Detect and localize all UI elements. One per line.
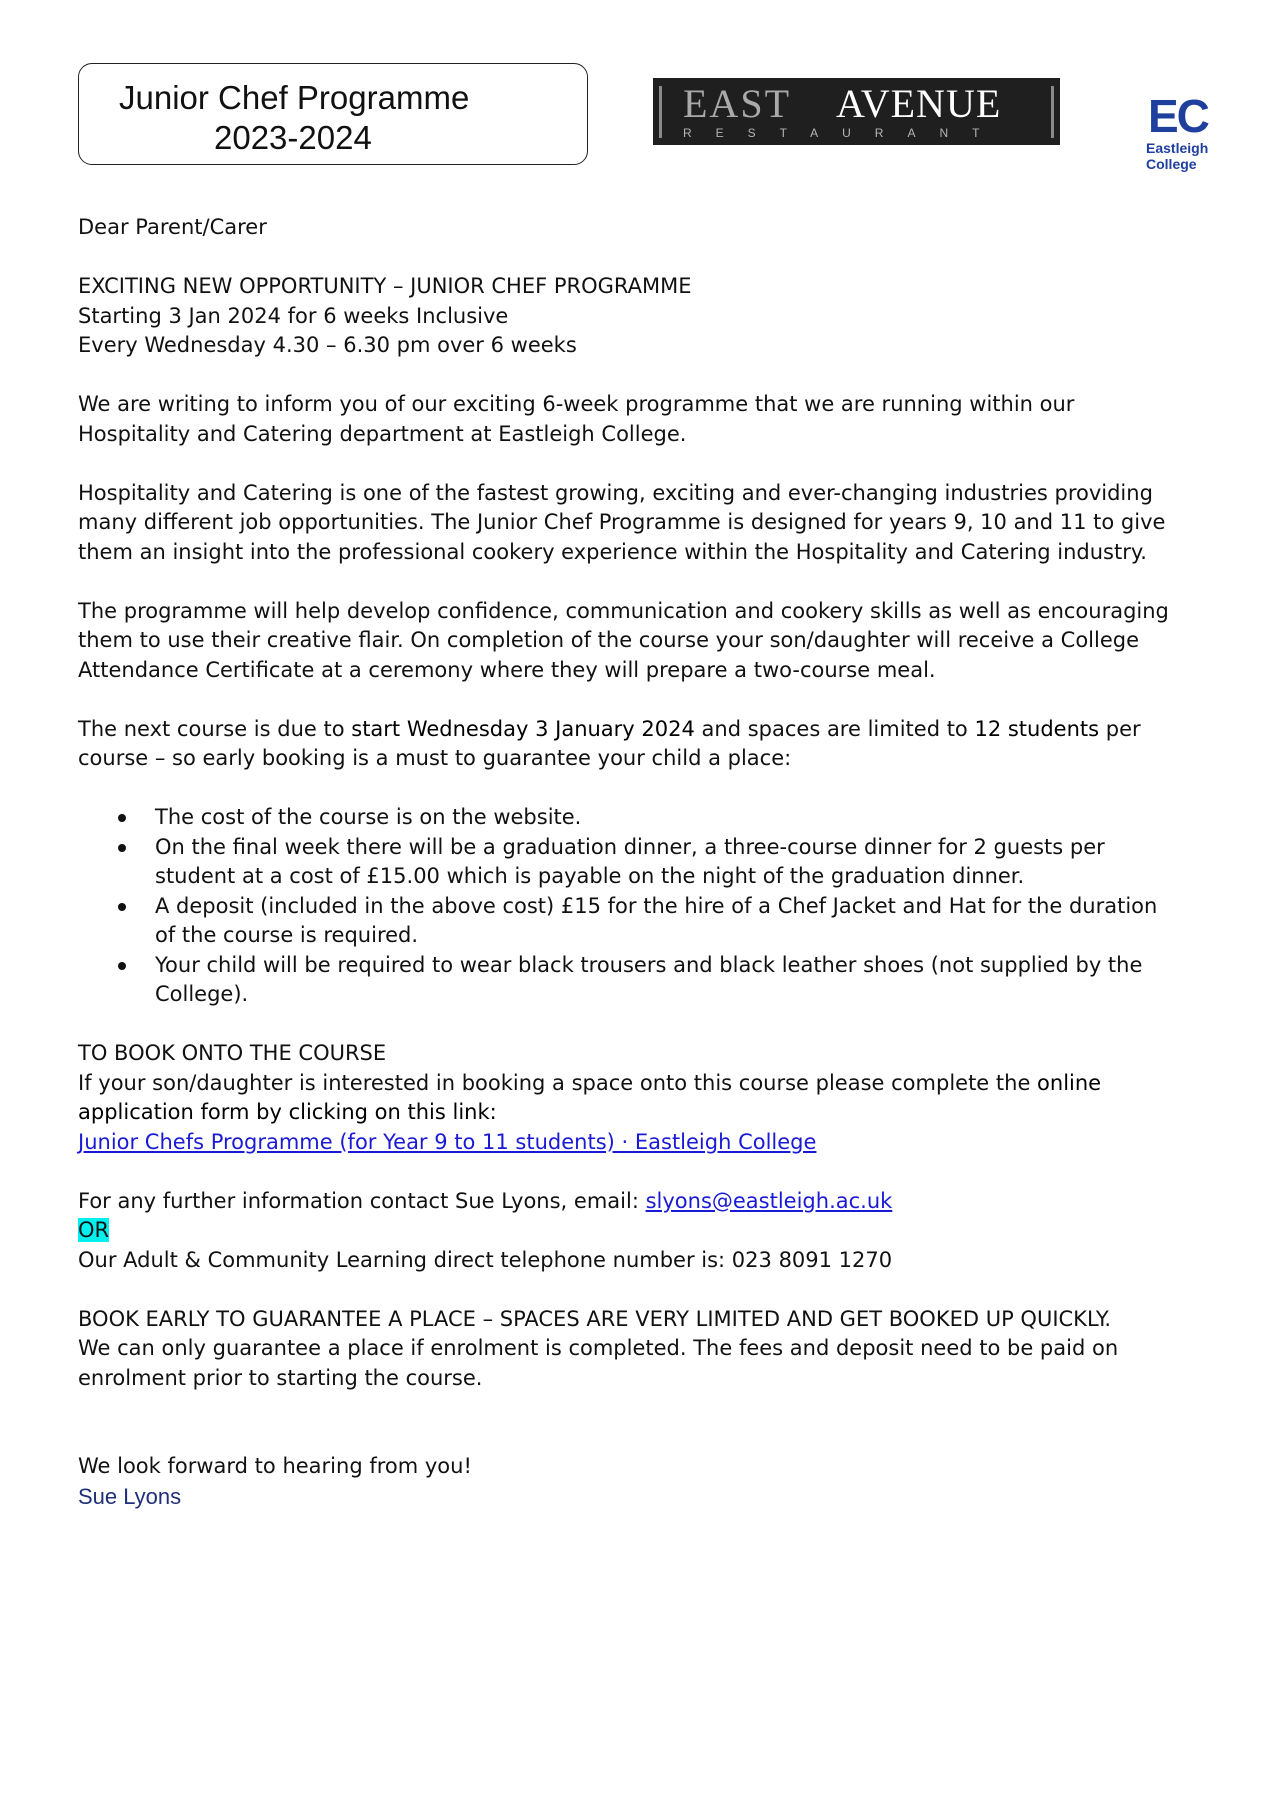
paragraph-line xyxy=(78,1069,1218,1099)
start-date: start Wednesday 3 January 2024 xyxy=(351,716,695,741)
notice-heading: BOOK EARLY TO GUARANTEE A PLACE – SPACES ARE VERY LIMITED AND GET BOOKED UP QUICKLY. xyxy=(78,1306,1112,1331)
ec-logo-mark: EC xyxy=(1148,90,1208,142)
letter-body xyxy=(78,213,1218,1541)
text-run: If your son/daughter is interested in booking a space onto this course please complete the xyxy=(78,1070,1038,1095)
paragraph-line: We are writing to inform you of our exciting 6-week programme that we are running within our xyxy=(78,392,1075,416)
or-highlight: OR xyxy=(78,1218,110,1242)
salutation: Dear Parent/Carer xyxy=(78,215,267,239)
bullet-icon xyxy=(118,844,126,852)
paragraph-line: them an insight into the professional cookery experience within the Hospitality and Catering industry. xyxy=(78,539,1147,564)
list-item-text: College). xyxy=(155,982,249,1006)
signoff: We look forward to hearing from you! xyxy=(78,1454,472,1478)
student-limit: 12 students xyxy=(974,716,1100,741)
college-name-line2: College xyxy=(1146,156,1197,172)
paragraph-line: The programme will help develop confidence, communication and cookery skills as well as encouraging xyxy=(78,598,1169,623)
phone-line: Our Adult & Community Learning direct telephone number is: 023 8091 1270 xyxy=(78,1247,893,1272)
programme-title: Junior Chef Programme xyxy=(119,79,470,116)
bullet-icon xyxy=(118,814,126,822)
booking-section xyxy=(78,1039,1218,1157)
paragraph-line: enrolment prior to starting the course. xyxy=(78,1365,483,1390)
paragraph-line: Hospitality and Catering is one of the fastest growing, exciting and ever-changing industries providing xyxy=(78,480,1153,505)
text-run: For any further information contact Sue Lyons, email: xyxy=(78,1188,646,1213)
paragraph-line: application form by clicking on this link: xyxy=(78,1100,497,1124)
list-item-text: On the final week there will be a graduation dinner, a three-course dinner for 2 guests per xyxy=(155,834,1105,859)
list-item xyxy=(78,951,1218,1010)
programme-title-box xyxy=(78,63,588,165)
logo-divider xyxy=(1051,86,1054,138)
bullet-icon xyxy=(118,962,126,970)
logo-divider xyxy=(659,86,662,138)
heading-line: Starting 3 Jan 2024 for 6 weeks Inclusive xyxy=(78,303,509,328)
application-form-link[interactable]: Junior Chefs Programme (for Year 9 to 11 students) · Eastleigh College xyxy=(78,1129,817,1154)
programme-year: 2023-2024 xyxy=(214,119,372,156)
skills-paragraph xyxy=(78,597,1218,686)
paragraph-line xyxy=(78,715,1218,745)
paragraph-line: them to use their creative flair. On completion of the course your son/daughter will receive a College xyxy=(78,628,1140,652)
text-run: online xyxy=(1037,1070,1102,1095)
logo-word-east: EAST xyxy=(683,81,791,126)
booking-heading: TO BOOK ONTO THE COURSE xyxy=(78,1041,387,1065)
paragraph-line: Hospitality and Catering department at Eastleigh College. xyxy=(78,421,687,446)
eastleigh-college-logo xyxy=(1146,90,1226,173)
paragraph-line: course – so early booking is a must to guarantee your child a place: xyxy=(78,746,792,770)
logo-word-restaurant: RESTAURANT xyxy=(683,126,1004,140)
course-details-list xyxy=(78,803,1218,1010)
college-name-line1: Eastleigh xyxy=(1146,140,1209,156)
programme-heading xyxy=(78,272,1218,361)
text-run: and spaces are limited to xyxy=(694,716,975,741)
email-link[interactable]: slyons@eastleigh.ac.uk xyxy=(645,1188,893,1213)
bullet-icon xyxy=(118,903,126,911)
industry-paragraph xyxy=(78,479,1218,568)
list-item xyxy=(78,803,1218,833)
signature: Sue Lyons xyxy=(78,1483,182,1509)
paragraph-line xyxy=(78,1187,1218,1217)
college-name xyxy=(1146,140,1236,172)
paragraph-line xyxy=(78,1216,1218,1246)
list-item-text: The cost of the course is on the website. xyxy=(155,805,582,829)
closing-notice xyxy=(78,1305,1218,1394)
spacer xyxy=(78,1423,1218,1453)
text-run: per xyxy=(1099,716,1141,741)
list-item xyxy=(78,892,1218,951)
list-item xyxy=(78,833,1218,892)
east-avenue-restaurant-logo xyxy=(653,78,1060,145)
list-item-text: Your child will be required to wear black trousers and black leather shoes (not supplied by the xyxy=(155,952,1143,977)
heading-line: Every Wednesday 4.30 – 6.30 pm over 6 weeks xyxy=(78,333,577,357)
intro-paragraph xyxy=(78,390,1218,449)
signoff-block xyxy=(78,1452,1218,1511)
logo-word-avenue: AVENUE xyxy=(836,81,1002,126)
paragraph-line: many different job opportunities. The Junior Chef Programme is designed for years 9, 10 and 11 to give xyxy=(78,510,1166,534)
list-item-text: of the course is required. xyxy=(155,923,419,947)
list-item-text: student at a cost of £15.00 which is payable on the night of the graduation dinner. xyxy=(155,864,1025,888)
next-course-paragraph xyxy=(78,715,1218,774)
heading-line: EXCITING NEW OPPORTUNITY – JUNIOR CHEF PROGRAMME xyxy=(78,274,692,298)
paragraph-line: Attendance Certificate at a ceremony where they will prepare a two-course meal. xyxy=(78,657,936,682)
paragraph-line: We can only guarantee a place if enrolment is completed. The fees and deposit need to be paid on xyxy=(78,1336,1119,1360)
contact-section xyxy=(78,1187,1218,1276)
text-run: The next course is due to xyxy=(78,716,352,741)
list-item-text: A deposit (included in the above cost) £15 for the hire of a Chef Jacket and Hat for the duration xyxy=(155,893,1158,918)
